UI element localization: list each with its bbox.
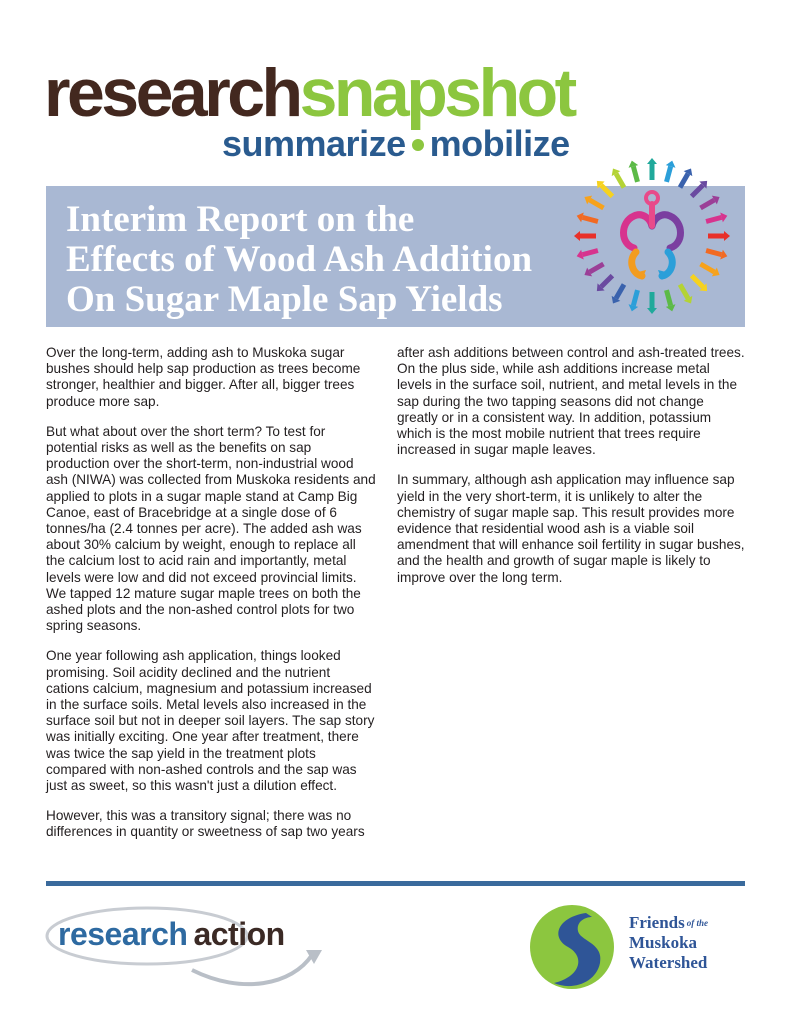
research-action-word-action: action: [193, 916, 285, 952]
masthead-word-snapshot: snapshot: [299, 55, 574, 131]
research-action-word-research: research: [58, 916, 188, 952]
masthead-tagline: [222, 124, 570, 164]
title-line-3: On Sugar Maple Sap Yields: [66, 279, 503, 320]
page-title: [66, 200, 606, 320]
burst-arrow-shaft: [692, 276, 703, 287]
paragraph: But what about over the short term? To test for potential risks as well as the benefits on sap production over the short-term, non-industrial wood ash (NIWA) was collected from Muskoka residents and applied to plots in a sugar maple stand at Camp Big Canoe, east of Bracebridge at a single dose of 6 tonnes/ha (2.4 tonnes per acre). The added ash was about 30% calcium by weight, enough to replace all the calcium lost to acid rain and importantly, metal levels were low and did not exceed provincial limits. We tapped 12 mature sugar maple trees on both the ashed plots and the non-ashed control plots for two spring seasons.: [46, 423, 376, 634]
burst-arrow-head: [574, 231, 580, 241]
paragraph: In summary, although ash application may influence sap yield in the very short-term, it is unlikely to alter the chemistry of sugar maple sap. This result provides more evidence that residential wood ash is a viable soil amendment that will enhance soil fertility in sugar bushes, and the health and growth of sugar maple is likely to improve over the long term.: [397, 472, 745, 585]
burst-arrow-shaft: [590, 200, 604, 208]
burst-arrow-shaft: [706, 250, 721, 254]
tagline-summarize: summarize: [222, 123, 406, 164]
masthead-logo: [44, 55, 604, 168]
paragraph: after ash additions between control and ash-treated trees. On the plus side, while ash additions increase metal levels in the surface soil, nutrient, and metal levels in the sap during the two tapping seasons did not change greatly or in a consistent way. In addition, potassium which is the most mobile nutrient that trees require increased in sugar maple leaves.: [397, 345, 745, 458]
tagline-mobilize: mobilize: [429, 123, 570, 164]
tagline-dot-icon: [412, 139, 424, 151]
friends-muskoka-watershed-text: [629, 913, 708, 973]
two-heads-icon: [624, 192, 681, 280]
burst-arrow-shaft: [601, 276, 612, 287]
burst-arrow-shaft: [601, 185, 612, 196]
burst-arrow-shaft: [680, 174, 688, 188]
watershed-logo-icon: [528, 903, 616, 991]
fmw-of-the: of the: [686, 918, 708, 928]
fmw-line-2: Muskoka: [629, 933, 698, 952]
burst-arrow-shaft: [680, 284, 688, 298]
title-line-2: Effects of Wood Ash Addition: [66, 239, 533, 280]
burst-arrow-head: [647, 158, 657, 164]
radiating-arrows-icon: [574, 158, 730, 314]
paragraph: One year following ash application, things looked promising. Soil acidity declined and the nutrient cations calcium, magnesium and potassium increased in the surface soils. Metal levels also increased in the surface soil but not in deeper soil layers. The sap story was initially exciting. One year after treatment, there was twice the sap yield in the treatment plots compared with non-ashed controls and the sap was just as sweet, so this wasn't just a dilution effect.: [46, 648, 375, 794]
burst-arrow-shaft: [633, 166, 637, 181]
burst-arrow-shaft: [692, 185, 703, 196]
burst-arrow-shaft: [666, 290, 670, 305]
arrows-heads-emblem-icon: [572, 156, 732, 316]
paragraph: However, this was a transitory signal; there was no differences in quantity or sweetness of sap two years: [46, 808, 365, 840]
burst-arrow-shaft: [700, 200, 714, 208]
masthead-word-research: research: [44, 55, 300, 131]
masthead-title: [44, 55, 574, 131]
burst-arrow-head: [724, 231, 730, 241]
paragraph: Over the long-term, adding ash to Muskoka sugar bushes should help sap production as trees become stronger, healthier and bigger. After all, bigger trees produce more sap.: [46, 345, 361, 409]
burst-arrow-shaft: [582, 217, 597, 221]
fmw-line-1: Friends: [629, 913, 685, 932]
burst-arrow-shaft: [616, 174, 624, 188]
burst-arrow-shaft: [590, 264, 604, 272]
burst-arrow-shaft: [666, 166, 670, 181]
title-line-1: Interim Report on the: [66, 199, 415, 240]
body-column-left: [46, 345, 376, 855]
fmw-line-3: Watershed: [629, 953, 708, 972]
body-column-right: [397, 345, 747, 600]
burst-arrow-shaft: [582, 250, 597, 254]
burst-arrow-shaft: [633, 290, 637, 305]
footer-divider: [46, 881, 745, 886]
burst-arrow-shaft: [616, 284, 624, 298]
research-action-logo: [42, 900, 362, 1000]
burst-arrow-shaft: [706, 217, 721, 221]
burst-arrow-head: [647, 308, 657, 314]
burst-arrow-shaft: [700, 264, 714, 272]
research-action-text: [58, 916, 285, 953]
